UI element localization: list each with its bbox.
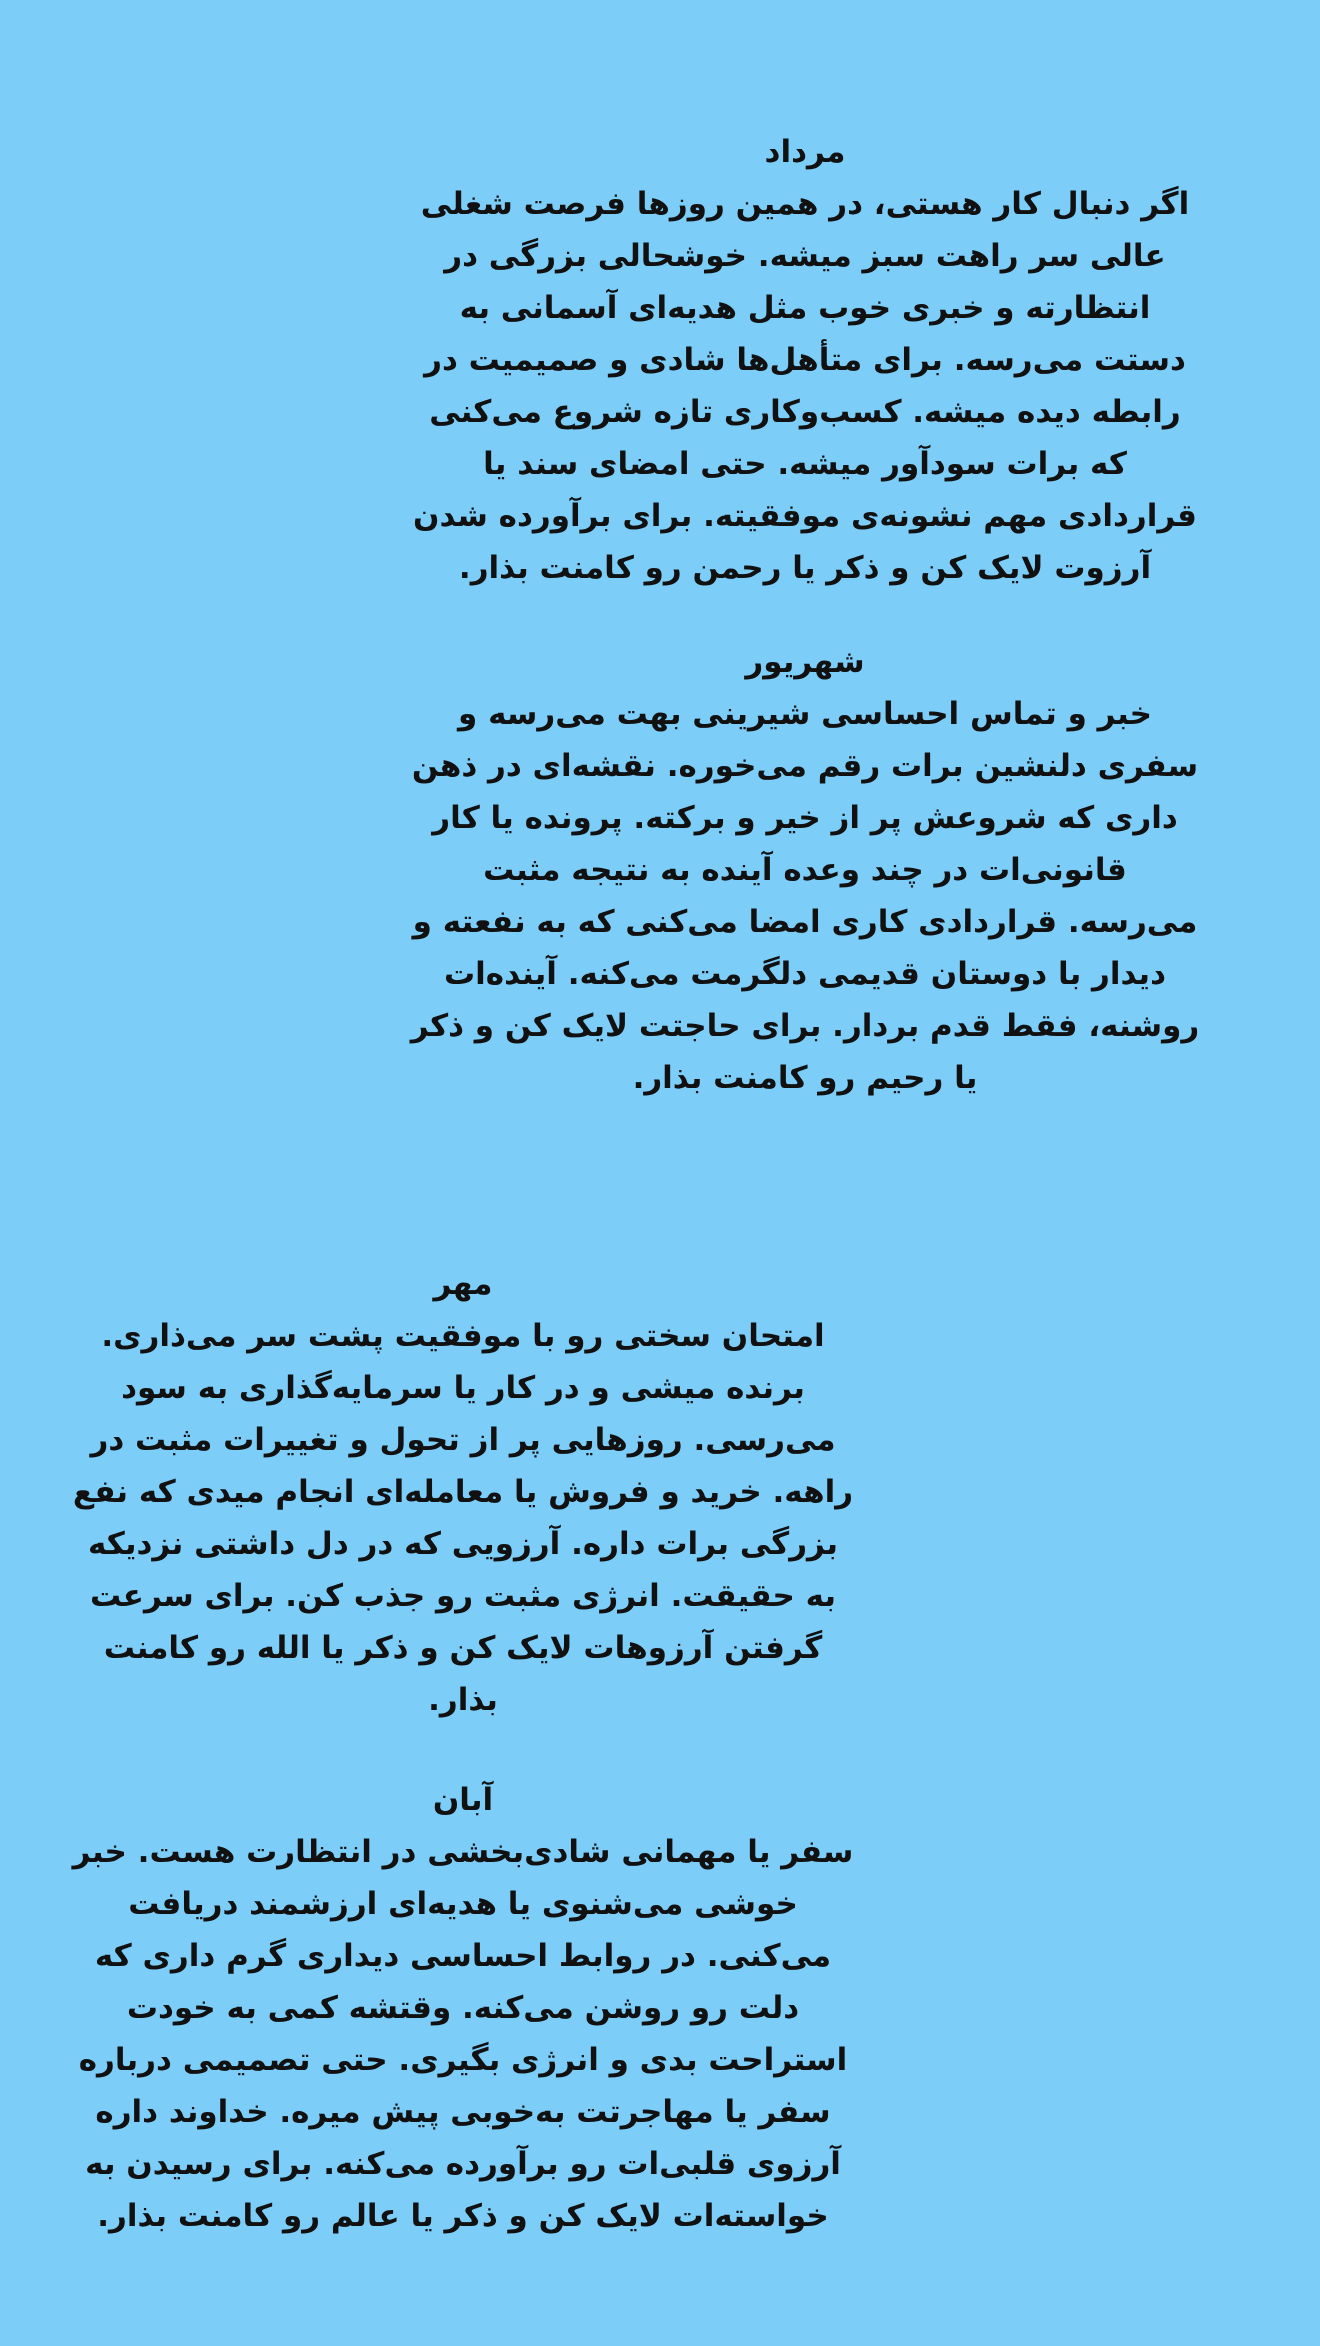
text-line: به حقیقت. انرژی مثبت رو جذب کن. برای سرعت [89,1578,837,1614]
text-line: دیدار با دوستان قدیمی دلگرمت می‌کنه. آینده‌ات [444,956,1166,992]
text-line: می‌رسی. روزهایی پر از تحول و تغییرات مثبت در [90,1422,836,1458]
text-line: عالی سر راهت سبز میشه. خوشحالی بزرگی در [444,238,1166,274]
section-mordad [400,126,1210,594]
text-line: انتظارته و خبری خوب مثل هدیه‌ای آسمانی به [459,290,1151,326]
text-line: راهه. خرید و فروش یا معامله‌ای انجام میدی که نفع [72,1474,854,1510]
section-title: مرداد [764,134,846,170]
text-line: خواسته‌ات لایک کن و ذکر یا عالم رو کامنت بذار. [97,2198,829,2234]
text-line: داری که شروعش پر از خیر و برکته. پرونده یا کار [432,800,1178,836]
text-line: سفر یا مهاجرتت به‌خوبی پیش میره. خداوند داره [95,2094,831,2130]
section-title: آبان [432,1782,494,1818]
text-line: آرزوت لایک کن و ذکر یا رحمن رو کامنت بذار. [458,550,1152,586]
text-line: قراردادی مهم نشونه‌ی موفقیته. برای برآورده شدن [413,498,1197,534]
text-line: آرزوی قلبی‌ات رو برآورده می‌کنه. برای رسیدن به [85,2146,841,2182]
text-line: بزرگی برات داره. آرزویی که در دل داشتی نزدیکه [88,1526,838,1562]
text-line: برنده میشی و در کار یا سرمایه‌گذاری به سود [121,1370,805,1406]
text-line: رابطه دیده میشه. کسب‌وکاری تازه شروع می‌کنی [429,394,1181,430]
section-shahrivar [400,636,1210,1104]
text-line: بذار. [428,1682,498,1718]
text-line: دستت می‌رسه. برای متأهل‌ها شادی و صمیمیت در [424,342,1186,378]
section-aban [58,1774,868,2242]
text-line: امتحان سختی رو با موفقیت پشت سر می‌ذاری. [101,1318,825,1354]
text-line: خبر و تماس احساسی شیرینی بهت می‌رسه و [458,696,1152,732]
text-line: خوشی می‌شنوی یا هدیه‌ای ارزشمند دریافت [128,1886,798,1922]
text-line: اگر دنبال کار هستی، در همین روزها فرصت شغلی [420,186,1190,222]
text-line: می‌کنی. در روابط احساسی دیداری گرم داری که [94,1938,832,1974]
text-line: سفری دلنشین برات رقم می‌خوره. نقشه‌ای در ذهن [411,748,1199,784]
text-line: می‌رسه. قراردادی کاری امضا می‌کنی که به نفعته و [412,904,1198,940]
section-mehr [58,1258,868,1726]
text-line: یا رحیم رو کامنت بذار. [632,1060,978,1096]
text-line: که برات سودآور میشه. حتی امضای سند یا [483,446,1127,482]
text-line: گرفتن آرزوهات لایک کن و ذکر یا الله رو کامنت [103,1630,823,1666]
text-line: دلت رو روشن می‌کنه. وقتشه کمی به خودت [126,1990,800,2026]
text-line: استراحت بدی و انرژی بگیری. حتی تصمیمی درباره [78,2042,848,2078]
text-line: سفر یا مهمانی شادی‌بخشی در انتظارت هست. خبر [72,1834,854,1870]
text-line: روشنه، فقط قدم بردار. برای حاجتت لایک کن و ذکر [410,1008,1200,1044]
section-title: مهر [433,1266,493,1302]
text-line: قانونی‌ات در چند وعده آینده به نتیجه مثبت [483,852,1127,888]
section-title: شهریور [745,644,865,680]
